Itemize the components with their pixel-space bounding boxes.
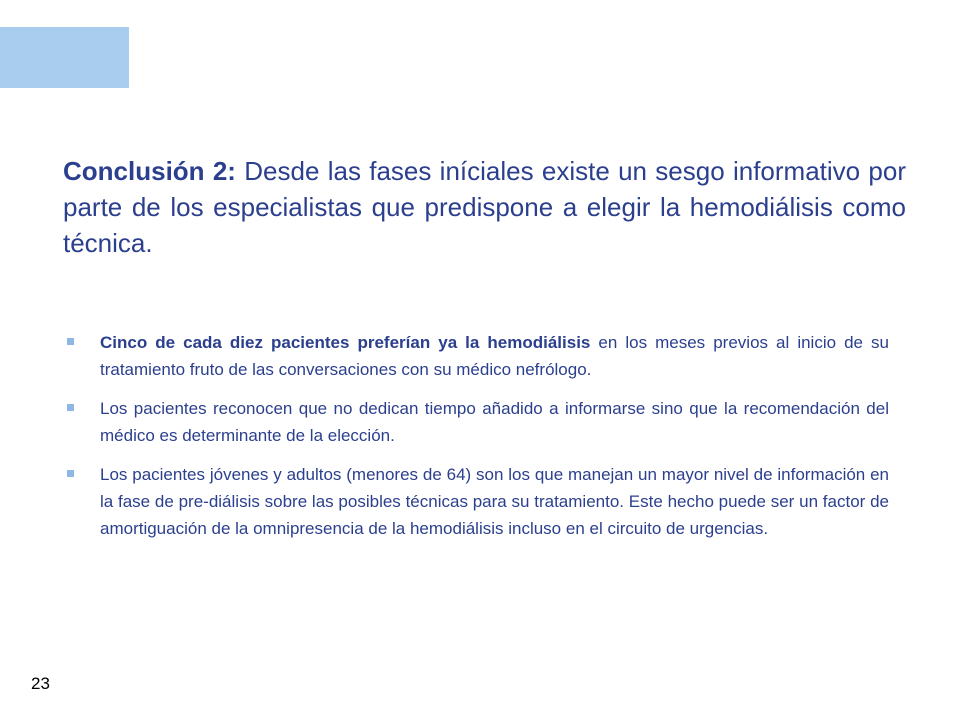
page-number: 23 xyxy=(31,674,50,693)
accent-block xyxy=(0,27,129,88)
bullet-item xyxy=(67,395,889,449)
bullet-bold-text: Cinco de cada diez pacientes preferían ya la hemodiálisis xyxy=(100,333,591,352)
bullet-item xyxy=(67,329,889,383)
square-bullet-icon xyxy=(67,404,74,411)
square-bullet-icon xyxy=(67,470,74,477)
heading-lead: Conclusión 2: xyxy=(63,156,236,186)
bullet-text: Los pacientes reconocen que no dedican tiempo añadido a informarse sino que la recomendación del médico es determinante de la elección. xyxy=(100,399,889,445)
bullet-text: en los meses previos al inicio de su tratamiento fruto de las conversaciones con su médico nefrólogo. xyxy=(100,333,889,379)
bullet-item xyxy=(67,461,889,542)
heading-text: Desde las fases iníciales existe un sesgo informativo por parte de los especialistas que predispone a elegir la hemodiálisis como técnica. xyxy=(63,156,906,258)
square-bullet-icon xyxy=(67,338,74,345)
bullet-list xyxy=(67,329,889,554)
bullet-text: Los pacientes jóvenes y adultos (menores de 64) son los que manejan un mayor nivel de información en la fase de pre-diálisis sobre las posibles técnicas para su tratamiento. Este hecho puede ser un factor de amortiguación de la omnipresencia de la hemodiálisis incluso en el circuito de urgencias. xyxy=(100,465,889,538)
slide-heading xyxy=(63,153,906,261)
